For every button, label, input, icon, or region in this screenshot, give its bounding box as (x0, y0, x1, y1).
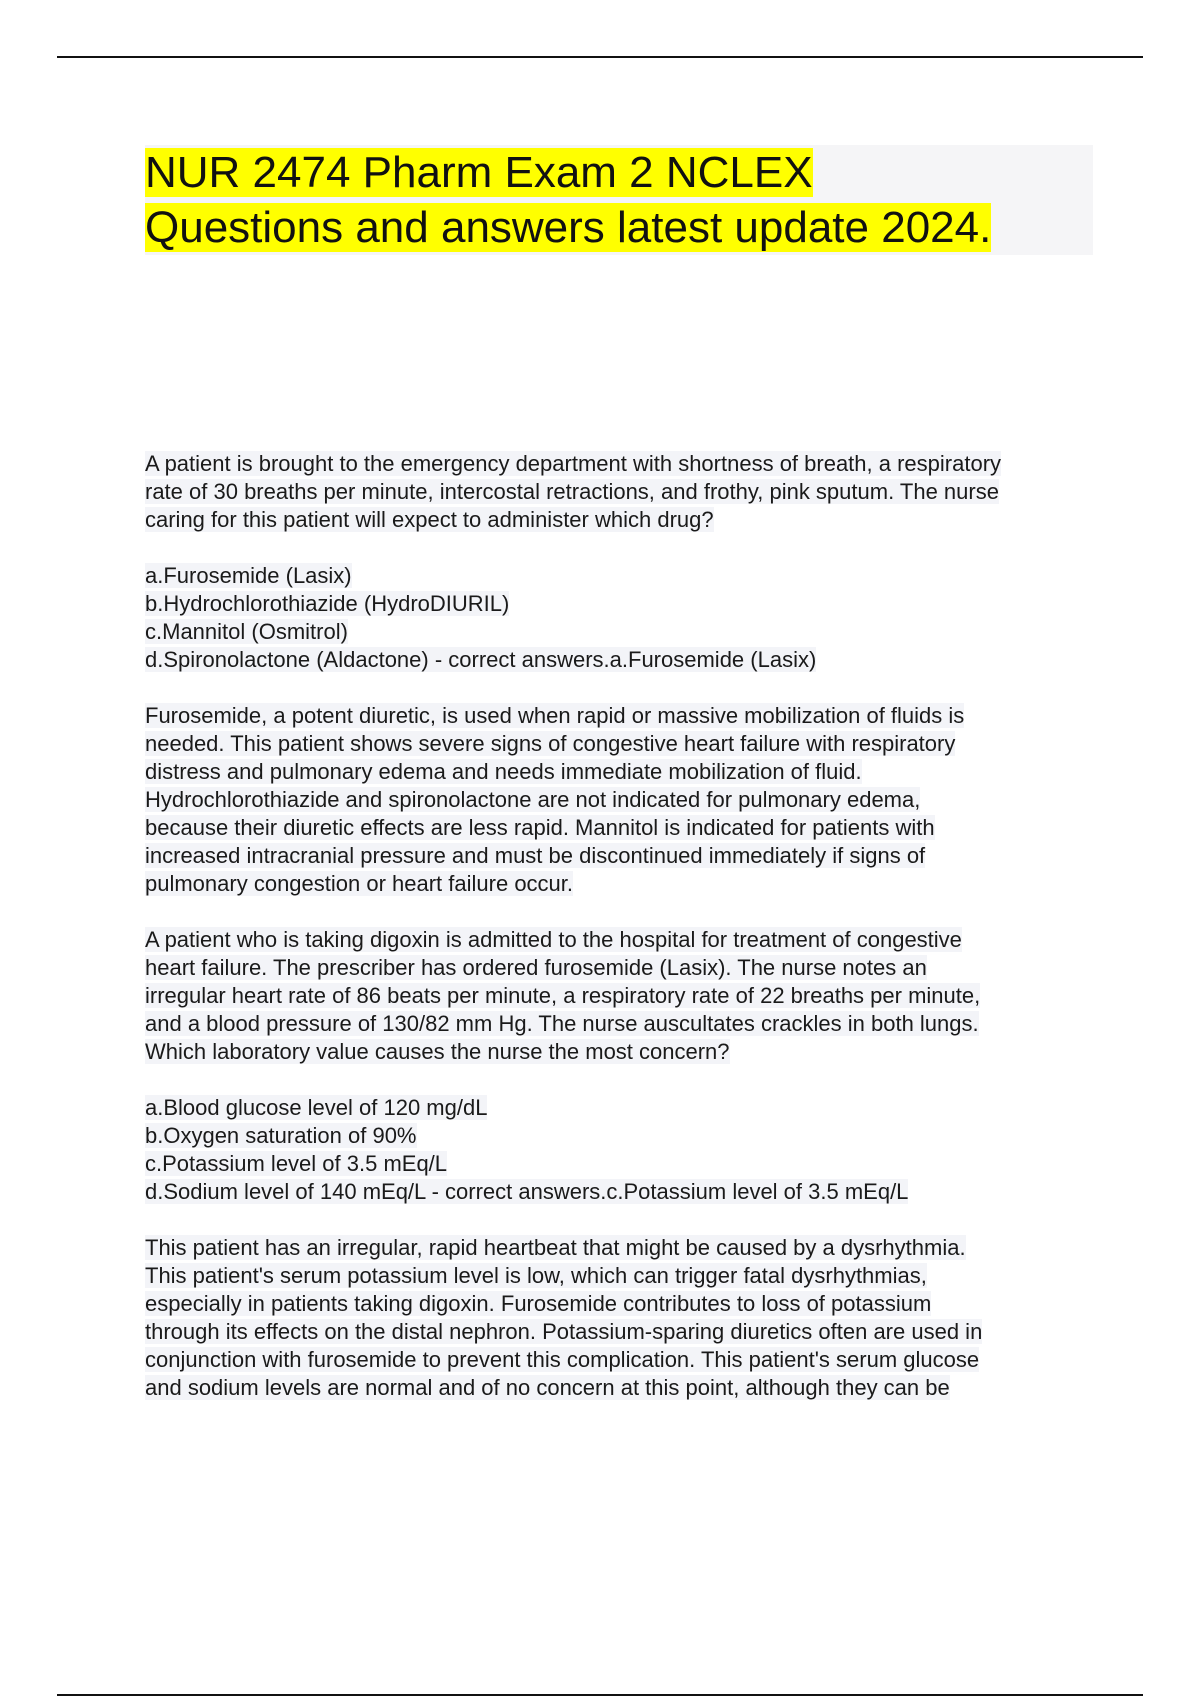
option-with-answer: d.Spironolactone (Aldactone) - correct answers.a.Furosemide (Lasix) (145, 647, 817, 672)
top-rule (57, 56, 1143, 58)
option: a.Blood glucose level of 120 mg/dL (145, 1095, 488, 1120)
title-line: NUR 2474 Pharm Exam 2 NCLEX (145, 148, 813, 197)
question-1-stem: A patient is brought to the emergency department with shortness of breath, a respiratory rate of 30 breaths per minute, intercostal retractions, and frothy, pink sputum. The nurse caring for this patient will expect to administer which drug? (145, 451, 1002, 532)
option: c.Potassium level of 3.5 mEq/L (145, 1151, 448, 1176)
title-line: Questions and answers latest update 2024. (145, 203, 992, 252)
option-with-answer: d.Sodium level of 140 mEq/L - correct answers.c.Potassium level of 3.5 mEq/L (145, 1179, 909, 1204)
option: a.Furosemide (Lasix) (145, 563, 352, 588)
option: b.Oxygen saturation of 90% (145, 1123, 417, 1148)
question-2-rationale: This patient has an irregular, rapid heartbeat that might be caused by a dysrhythmia. This patient's serum potassium level is low, which can trigger fatal dysrhythmias, especially in patients taking digoxin. Furosemide contributes to loss of potassium through its effects on the distal nephron. Potassium-sparing diuretics often are used in conjunction with furosemide to prevent this complication. This patient's serum glucose and sodium levels are normal and of no concern at this point, although they can be (145, 1235, 983, 1400)
document-body (145, 450, 1095, 1430)
bottom-rule (57, 1694, 1143, 1696)
question-2-options (145, 1094, 1095, 1206)
question-2-stem: A patient who is taking digoxin is admitted to the hospital for treatment of congestive heart failure. The prescriber has ordered furosemide (Lasix). The nurse notes an irregular heart rate of 86 beats per minute, a respiratory rate of 22 breaths per minute, and a blood pressure of 130/82 mm Hg. The nurse auscultates crackles in both lungs. Which laboratory value causes the nurse the most concern? (145, 927, 981, 1064)
question-1-options (145, 562, 1095, 674)
question-1-rationale: Furosemide, a potent diuretic, is used when rapid or massive mobilization of fluids is needed. This patient shows severe signs of congestive heart failure with respiratory distress and pulmonary edema and needs immediate mobilization of fluid. Hydrochlorothiazide and spironolactone are not indicated for pulmonary edema, because their diuretic effects are less rapid. Mannitol is indicated for patients with increased intracranial pressure and must be discontinued immediately if signs of pulmonary congestion or heart failure occur. (145, 703, 965, 896)
option: c.Mannitol (Osmitrol) (145, 619, 348, 644)
option: b.Hydrochlorothiazide (HydroDIURIL) (145, 591, 510, 616)
document-title (145, 145, 1093, 255)
